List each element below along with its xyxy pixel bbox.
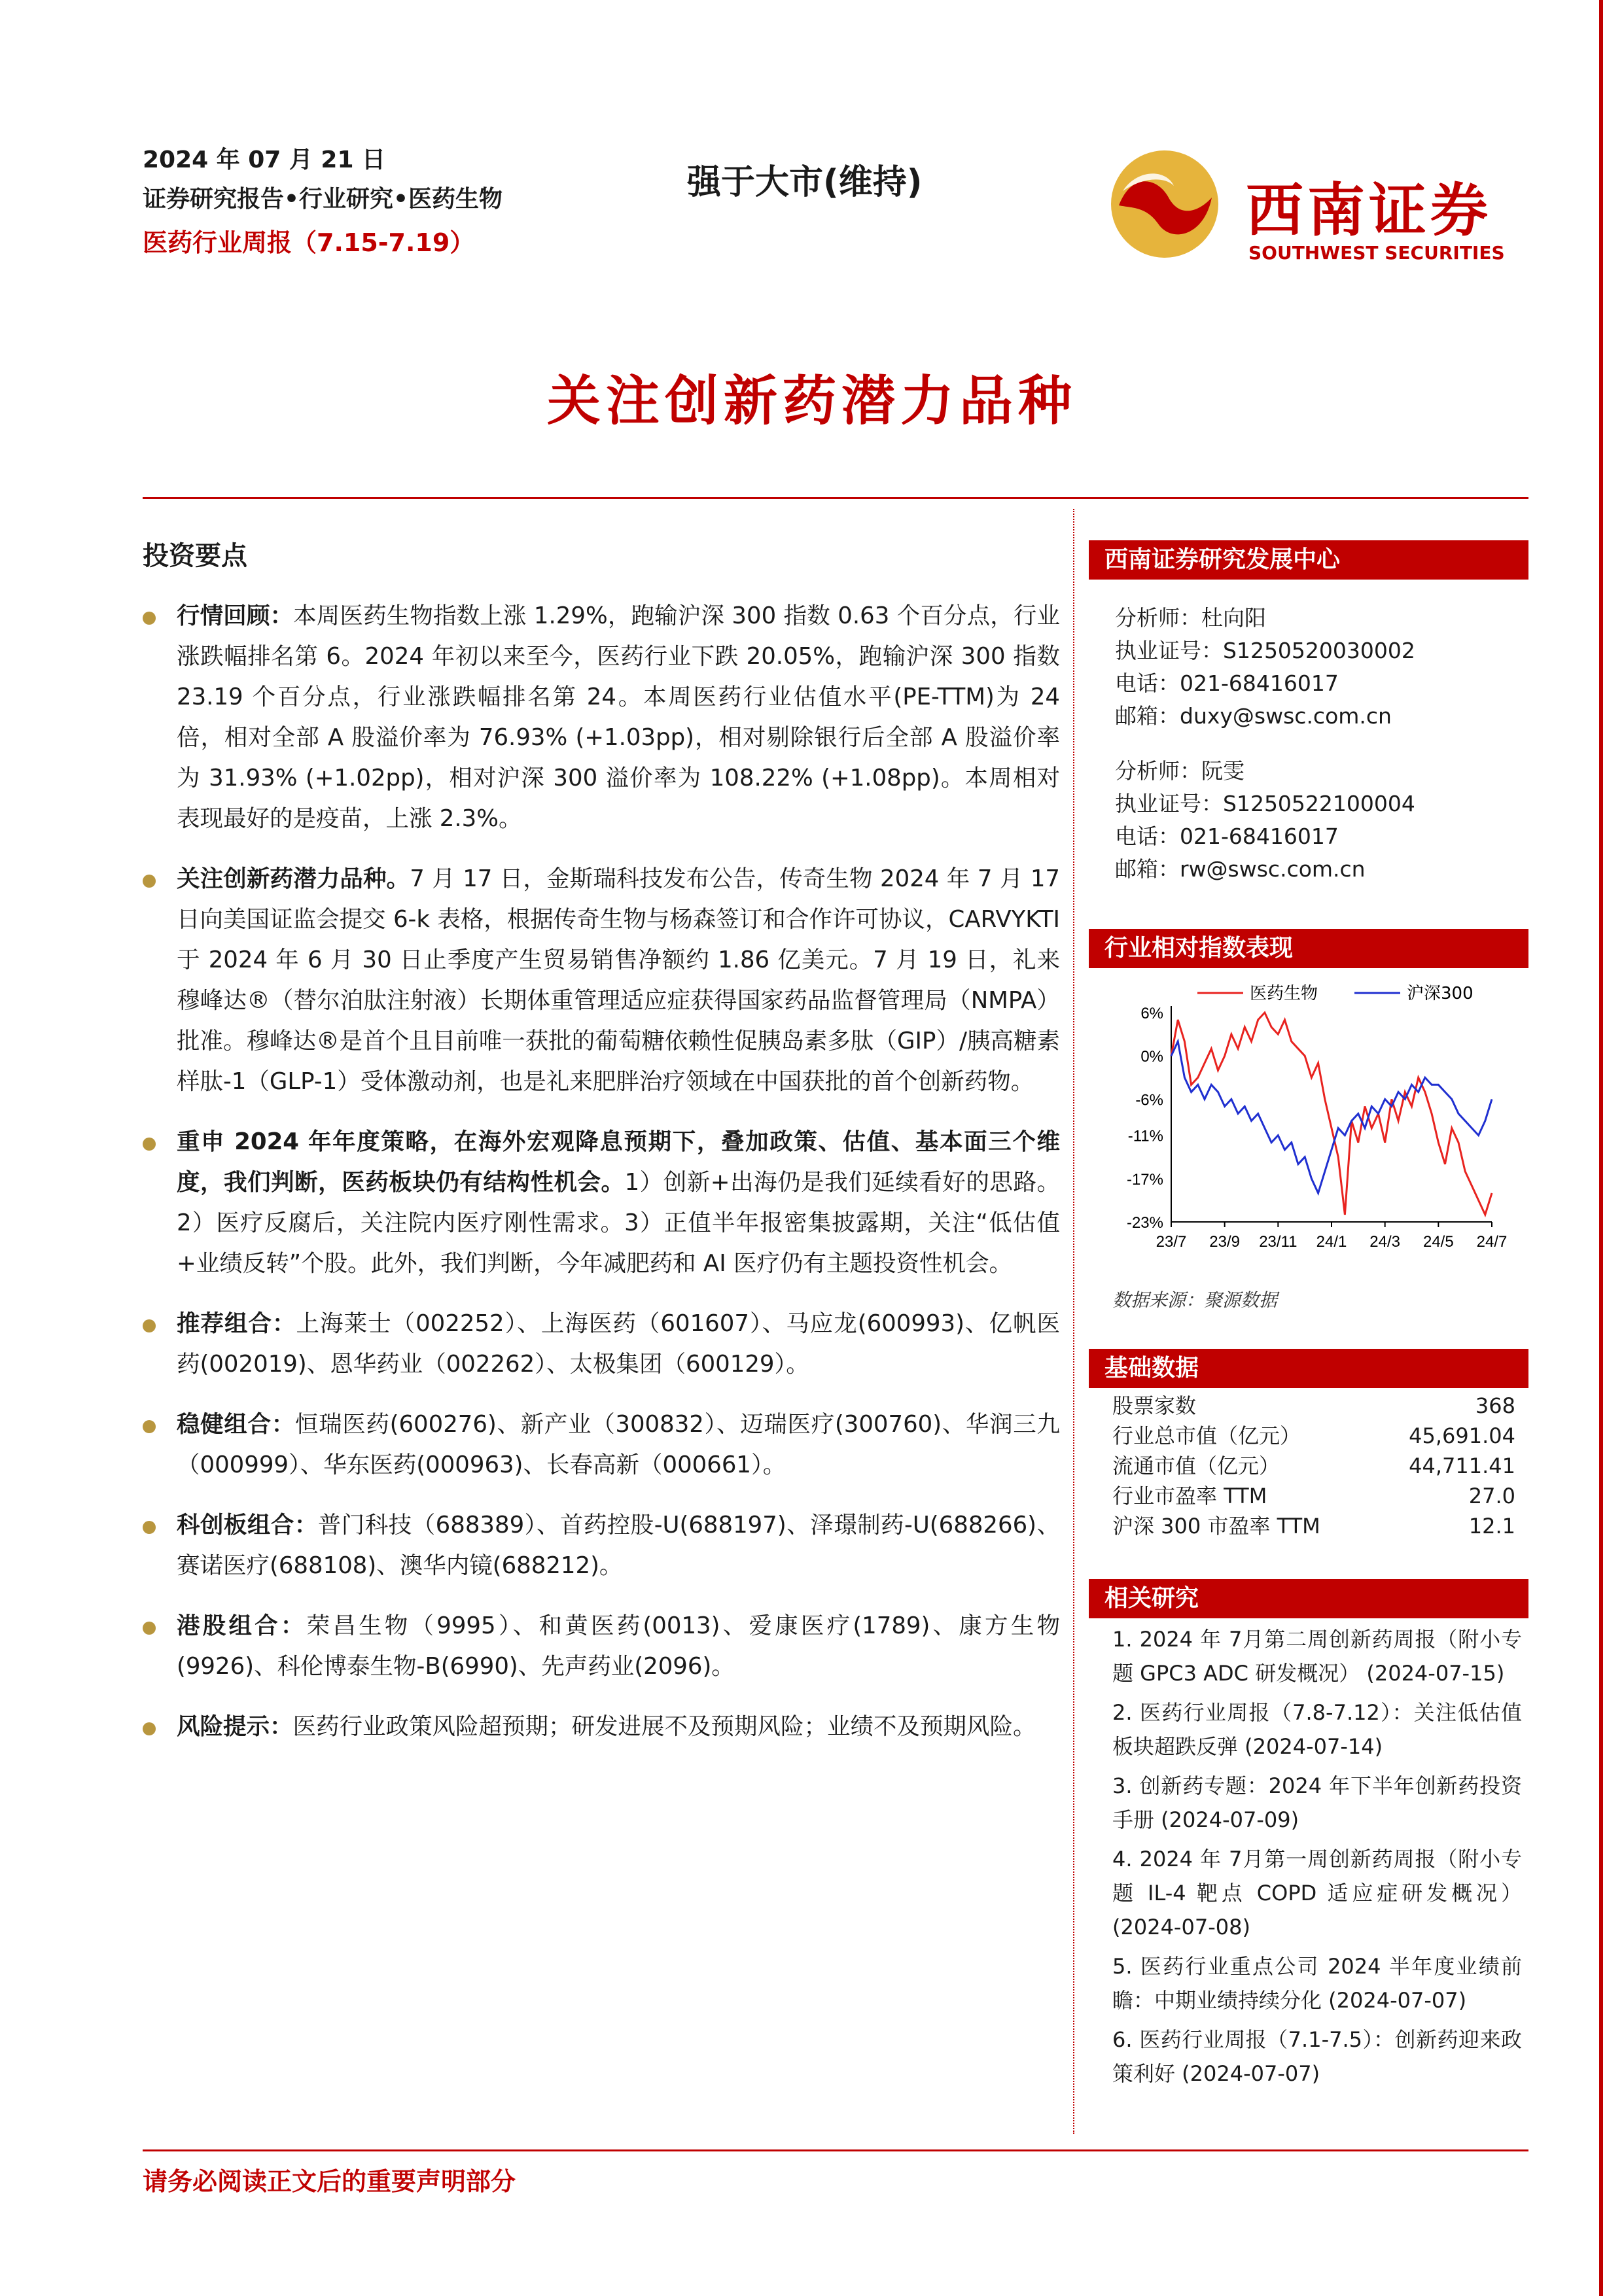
bullet-text: 1）创新+出海仍是我们延续看好的思路。2）医疗反腐后，关注院内医疗刚性需求。3）正值半年报密集披露期，关注“低估值+业绩反转”个股。此外，我们判断，今年减肥药和 AI 医疗仍有主题投资性机会。 — [177, 1169, 1060, 1277]
rating: 强于大市(维持) — [687, 163, 923, 202]
row-value: 45,691.04 — [1409, 1423, 1515, 1448]
bullet-dot-icon — [143, 875, 156, 888]
footer-disclaimer: 请务必阅读正文后的重要声明部分 — [143, 2167, 516, 2196]
research-item[interactable]: 5. 医药行业重点公司 2024 半年度业绩前瞻：中期业绩持续分化 (2024-07-07) — [1112, 1954, 1522, 2013]
row-label: 股票家数 — [1112, 1393, 1197, 1418]
bullet-lead: 风险提示： — [177, 1713, 293, 1740]
bullet-star-market-portfolio — [143, 1505, 1060, 1586]
table-row — [1112, 1391, 1515, 1421]
table-row — [1112, 1451, 1515, 1481]
chart-section-header: 行业相对指数表现 — [1089, 929, 1528, 968]
logo-english-name: SOUTHWEST SECURITIES — [1248, 242, 1505, 264]
row-label: 行业总市值（亿元） — [1112, 1423, 1301, 1448]
logo-emblem-icon — [1106, 145, 1224, 263]
analyst-license: 执业证号：S1250522100004 — [1115, 791, 1415, 816]
column-divider — [1073, 509, 1074, 2134]
bullet-risk-warning — [143, 1707, 1060, 1747]
bottom-divider — [143, 2149, 1528, 2151]
series-line-pharma — [1171, 1013, 1492, 1215]
analyst-block-1 — [1115, 602, 1415, 733]
bullet-dot-icon — [143, 1622, 156, 1635]
related-research-header: 相关研究 — [1089, 1579, 1528, 1618]
analyst-name: 分析师：杜向阳 — [1115, 605, 1266, 631]
row-label: 流通市值（亿元） — [1112, 1453, 1280, 1478]
analyst-phone: 电话：021-68416017 — [1115, 670, 1339, 696]
research-item[interactable]: 2. 医药行业周报（7.8-7.12）：关注低估值板块超跌反弹 (2024-07-14) — [1112, 1700, 1522, 1759]
bullet-lead: 港股组合： — [177, 1612, 307, 1639]
y-tick-label: -23% — [1126, 1214, 1163, 1232]
y-tick-label: 0% — [1140, 1048, 1163, 1066]
x-tick-label: 24/7 — [1476, 1233, 1508, 1251]
bullet-market-review — [143, 596, 1060, 839]
bullet-stable-portfolio — [143, 1404, 1060, 1486]
report-date: 2024 年 07 月 21 日 — [143, 147, 386, 173]
report-series: 医药行业周报（7.15-7.19） — [143, 228, 475, 257]
bullet-dot-icon — [143, 1138, 156, 1151]
x-tick-label: 24/3 — [1369, 1233, 1401, 1251]
bullet-dot-icon — [143, 1521, 156, 1534]
row-value: 12.1 — [1468, 1514, 1515, 1539]
report-category: 证券研究报告•行业研究•医药生物 — [143, 186, 503, 213]
row-value: 27.0 — [1468, 1484, 1515, 1508]
bullet-text: 恒瑞医药(600276)、新产业（300832）、迈瑞医疗(300760)、华润三九（000999）、华东医药(000963)、长春高新（000661）。 — [177, 1411, 1060, 1478]
research-item[interactable]: 3. 创新药专题：2024 年下半年创新药投资手册 (2024-07-09) — [1112, 1773, 1522, 1832]
row-label: 行业市盈率 TTM — [1112, 1484, 1267, 1508]
research-item[interactable]: 6. 医药行业周报（7.1-7.5）：创新药迎来政策利好 (2024-07-07) — [1112, 2027, 1522, 2086]
bullet-lead: 重申 2024 年年度策略，在海外宏观降息预期下，叠加政策、估值、基本面三个维度，我们判断，医药板块仍有结构性机会。 — [177, 1128, 1060, 1196]
y-tick-label: -11% — [1127, 1127, 1163, 1145]
bullet-text: 荣昌生物（9995）、和黄医药(0013)、爱康医疗(1789)、康方生物(9926)、科伦博泰生物-B(6990)、先声药业(2096)。 — [177, 1612, 1060, 1680]
relative-index-chart — [1099, 973, 1518, 1255]
bullet-text: 医药行业政策风险超预期；研发进展不及预期风险；业绩不及预期风险。 — [292, 1713, 1036, 1740]
research-center-header: 西南证券研究发展中心 — [1089, 540, 1528, 580]
bullet-strategy — [143, 1122, 1060, 1284]
analyst-phone: 电话：021-68416017 — [1115, 824, 1339, 849]
chart-svg — [1099, 973, 1518, 1255]
x-tick-label: 23/7 — [1156, 1233, 1187, 1251]
logo-chinese-name: 西南证券 — [1246, 176, 1492, 244]
bullet-dot-icon — [143, 1722, 156, 1735]
chart-source: 数据来源：聚源数据 — [1112, 1289, 1278, 1311]
y-tick-label: -17% — [1126, 1170, 1163, 1189]
research-item[interactable]: 1. 2024 年 7月第二周创新药周报（附小专题 GPC3 ADC 研发概况） (2024-07-15) — [1112, 1627, 1522, 1686]
row-value: 368 — [1475, 1393, 1515, 1418]
analyst-block-2 — [1115, 755, 1415, 886]
analyst-email[interactable]: 邮箱：duxy@swsc.com.cn — [1115, 703, 1392, 729]
table-row — [1112, 1511, 1515, 1541]
row-value: 44,711.41 — [1409, 1453, 1515, 1478]
section-title: 投资要点 — [143, 541, 247, 571]
bullet-lead: 推荐组合： — [177, 1310, 296, 1337]
bullet-dot-icon — [143, 612, 156, 625]
table-row — [1112, 1481, 1515, 1511]
page-edge-bar — [1599, 0, 1603, 2296]
bullet-text: 上海莱士（002252）、上海医药（601607）、马应龙(600993)、亿帆医药(002019)、恩华药业（002262）、太极集团（600129）。 — [177, 1310, 1060, 1378]
analyst-email[interactable]: 邮箱：rw@swsc.com.cn — [1115, 856, 1366, 882]
bullet-text: 普门科技（688389）、首药控股-U(688197)、泽璟制药-U(688266)、赛诺医疗(688108)、澳华内镜(688212)。 — [177, 1512, 1060, 1579]
x-tick-label: 23/9 — [1209, 1233, 1241, 1251]
analyst-license: 执业证号：S1250520030002 — [1115, 638, 1415, 663]
bullet-lead: 关注创新药潜力品种。 — [177, 865, 410, 892]
investment-highlights — [143, 535, 1060, 1767]
table-row — [1112, 1421, 1515, 1451]
x-tick-label: 24/5 — [1422, 1233, 1454, 1251]
bullet-lead: 科创板组合： — [177, 1512, 318, 1539]
basic-data-table — [1112, 1391, 1515, 1541]
legend-label: 沪深300 — [1407, 984, 1474, 1003]
bullet-dot-icon — [143, 1319, 156, 1332]
report-title: 关注创新药潜力品种 — [546, 370, 1077, 432]
analyst-name: 分析师：阮雯 — [1115, 758, 1244, 784]
bullet-text: 7 月 17 日，金斯瑞科技发布公告，传奇生物 2024 年 7 月 17 日向美国证监会提交 6-k 表格，根据传奇生物与杨森签订和合作许可协议，CARVYKTI 于 2024 年 6 月 30 日止季度产生贸易销售净额约 1.86 亿美元。7 月 19 日，礼来穆峰达®（替尔泊肽注射液）长期体重管理适应症获得国家药品监督管理局（NMPA）批准。穆峰达®是首个且目前唯一获批的葡萄糖依赖性促胰岛素多肽（GIP）/胰高糖素样肽-1（GLP-1）受体激动剂，也是礼来肥胖治疗领域在中国获批的首个创新药物。 — [177, 865, 1060, 1095]
top-divider — [143, 497, 1528, 499]
bullet-recommended-portfolio — [143, 1304, 1060, 1385]
bullet-lead: 行情回顾： — [177, 602, 294, 629]
related-research-list — [1112, 1622, 1522, 2096]
series-line-csi300 — [1171, 1041, 1492, 1193]
bullet-hk-portfolio — [143, 1606, 1060, 1687]
x-tick-label: 24/1 — [1316, 1233, 1347, 1251]
y-tick-label: -6% — [1135, 1091, 1163, 1109]
x-tick-label: 23/11 — [1259, 1233, 1297, 1251]
basic-data-header: 基础数据 — [1089, 1349, 1528, 1388]
bullet-dot-icon — [143, 1420, 156, 1433]
bullet-lead: 稳健组合： — [177, 1411, 295, 1438]
bullet-innovative-drugs — [143, 859, 1060, 1102]
research-item[interactable]: 4. 2024 年 7月第一周创新药周报（附小专题 IL-4 靶点 COPD 适应症研发概况） (2024-07-08) — [1112, 1847, 1522, 1939]
company-logo — [1106, 145, 1525, 263]
row-label: 沪深 300 市盈率 TTM — [1112, 1514, 1320, 1539]
y-tick-label: 6% — [1140, 1005, 1163, 1022]
bullet-text: 本周医药生物指数上涨 1.29%，跑输沪深 300 指数 0.63 个百分点，行业涨跌幅排名第 6。2024 年初以来至今，医药行业下跌 20.05%，跑输沪深 300 指数 23.19 个百分点，行业涨跌幅排名第 24。本周医药行业估值水平(PE-TTM)为 24 倍，相对全部 A 股溢价率为 76.93% (+1.03pp)，相对剔除银行后全部 A 股溢价率为 31.93% (+1.02pp)，相对沪深 300 溢价率为 108.22% (+1.08pp)。本周相对表现最好的是疫苗，上涨 2.3%。 — [177, 602, 1060, 832]
legend-label: 医药生物 — [1250, 984, 1318, 1003]
